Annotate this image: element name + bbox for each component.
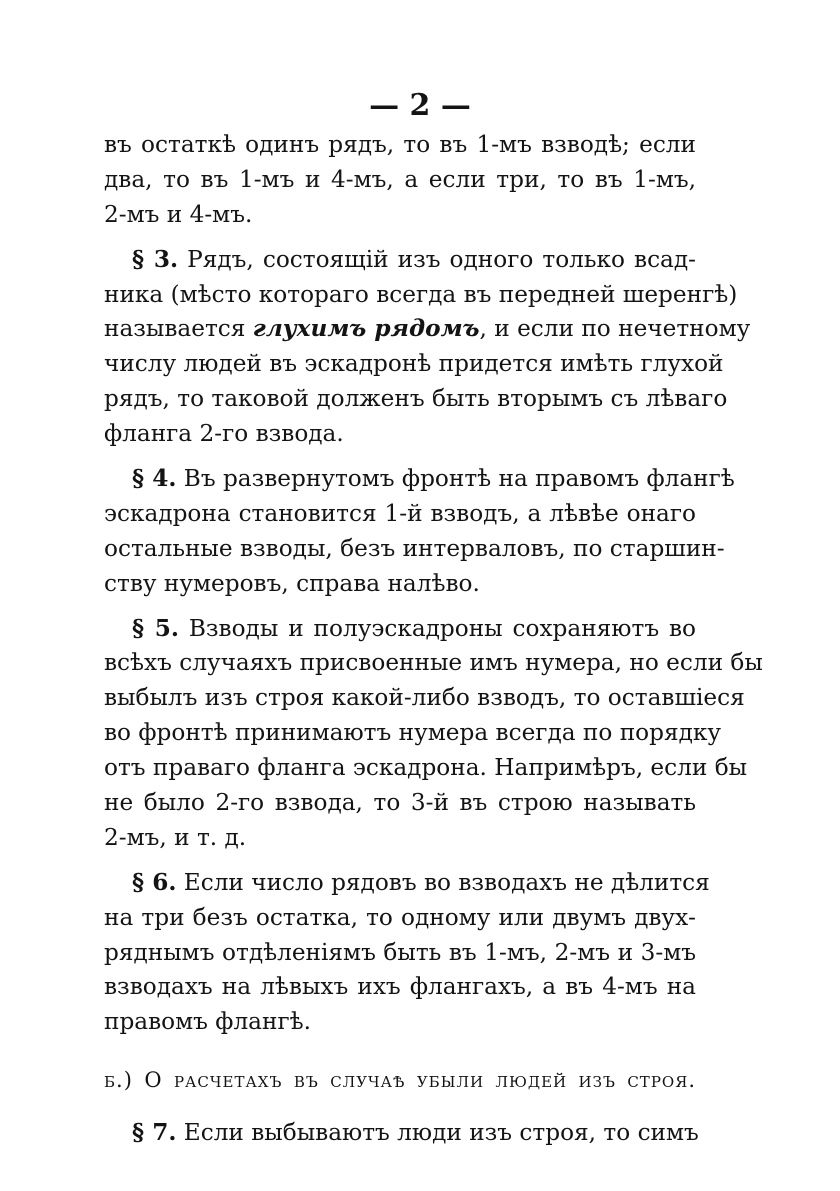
paragraph-start-line: § 3. Рядъ, состоящій изъ одного только всад-: [132, 245, 696, 273]
text-line: не было 2-го взвода, то 3-й въ строю называть: [104, 789, 696, 817]
text-line: правомъ флангѣ.: [104, 1008, 311, 1036]
text-line: ряднымъ отдѣленіямъ быть въ 1-мъ, 2-мъ и 3-мъ: [104, 938, 696, 966]
text-line: два, то въ 1-мъ и 4-мъ, а если три, то въ 1-мъ,: [104, 165, 696, 193]
text-line: рядъ, то таковой долженъ быть вторымъ съ лѣваго: [104, 385, 728, 413]
text-line: въ остаткѣ одинъ рядъ, то въ 1-мъ взводѣ; если: [104, 131, 696, 158]
section-heading: б.) О расчетахъ въ случаѣ убыли людей изъ строя.: [104, 1068, 696, 1093]
paragraph-start-line: § 5. Взводы и полуэскадроны сохраняютъ во: [132, 614, 696, 642]
text-line: ству нумеровъ, справа налѣво.: [104, 569, 480, 597]
page-number: — 2 —: [369, 88, 471, 123]
section-gap: [104, 1100, 696, 1116]
paragraph-gap: [104, 233, 696, 243]
paragraph-gap: [104, 602, 696, 612]
text-line: взводахъ на лѣвыхъ ихъ флангахъ, а въ 4-мъ на: [104, 973, 696, 1001]
paragraph-gap: [104, 856, 696, 866]
text-line: выбылъ изъ строя какой-либо взводъ, то оставшіеся: [104, 684, 745, 712]
text-line: во фронтѣ принимаютъ нумера всегда по порядку: [104, 719, 721, 747]
text-line: на три безъ остатка, то одному или двумъ двух-: [104, 903, 696, 931]
text-line: остальные взводы, безъ интерваловъ, по старшин-: [104, 534, 725, 562]
text-line: ника (мѣсто котораго всегда въ передней шеренгѣ): [104, 280, 738, 308]
text-line: числу людей въ эскадронѣ придется имѣть глухой: [104, 350, 724, 378]
text-line: всѣхъ случаяхъ присвоенные имъ нумера, но если бы: [104, 649, 763, 677]
paragraph-start-line: § 6. Если число рядовъ во взводахъ не дѣлится: [132, 868, 710, 896]
paragraph-gap: [104, 452, 696, 462]
text-line: фланга 2-го взвода.: [104, 420, 344, 448]
text-line: 2-мъ и 4-мъ.: [104, 200, 253, 228]
text-line: называется глухимъ рядомъ, и если по нечетному: [104, 315, 751, 343]
text-line: эскадрона становится 1-й взводъ, а лѣвѣе онаго: [104, 499, 696, 527]
text-line: 2-мъ, и т. д.: [104, 823, 247, 851]
section-gap: [104, 1040, 696, 1060]
text-line: отъ праваго фланга эскадрона. Напримѣръ, если бы: [104, 754, 748, 782]
paragraph-start-line: § 4. Въ развернутомъ фронтѣ на правомъ флангѣ: [132, 465, 735, 493]
body-text: [104, 128, 763, 1151]
paragraph-start-line: § 7. Если выбываютъ люди изъ строя, то симъ: [132, 1119, 699, 1147]
